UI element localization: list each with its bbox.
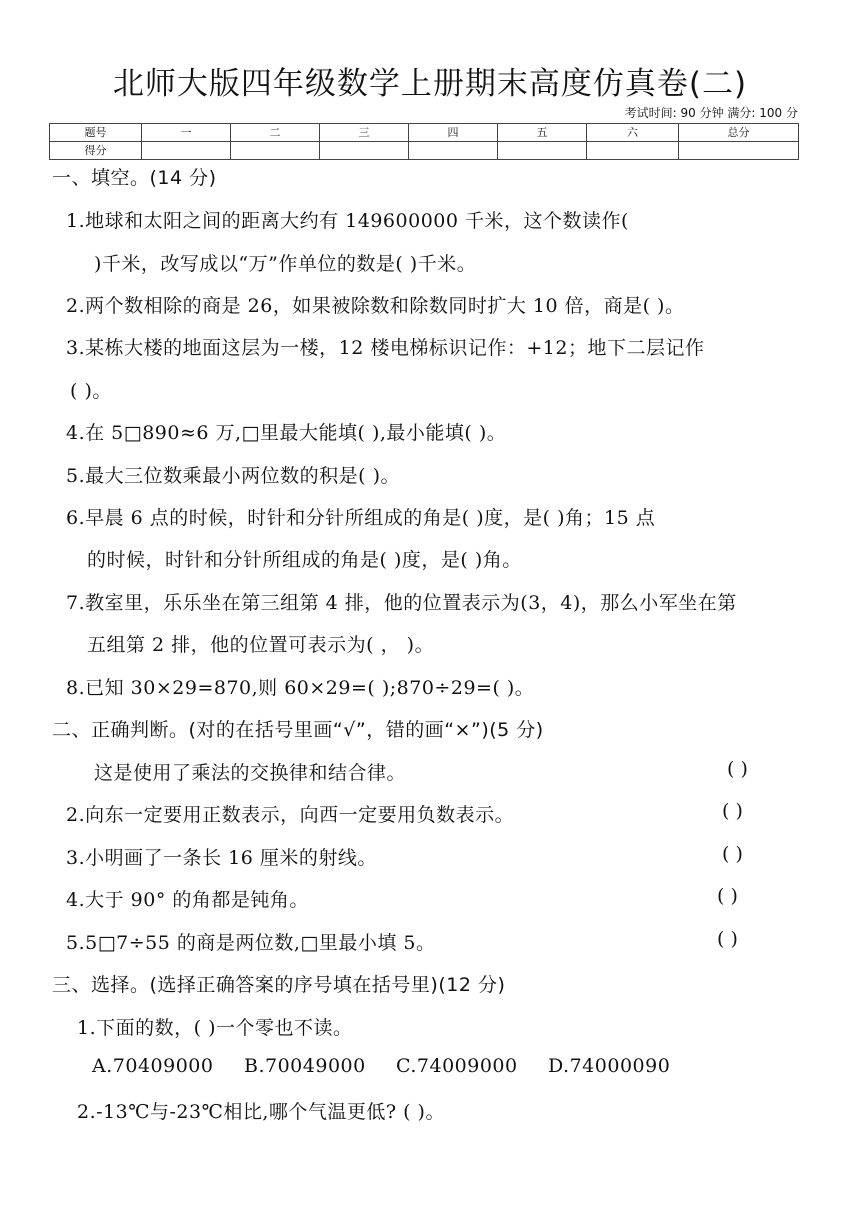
- score-input-cell[interactable]: [142, 142, 231, 160]
- judge-answer-paren-5[interactable]: ( ): [717, 928, 738, 950]
- question-7-line-1: 7.教室里，乐乐坐在第三组第 4 排，他的位置表示为(3，4)，那么小军坐在第: [66, 592, 737, 614]
- table-cell: 总分: [679, 124, 799, 142]
- question-2: 2.两个数相除的商是 26，如果被除数和除数同时扩大 10 倍，商是( )。: [66, 295, 685, 317]
- score-input-cell[interactable]: [231, 142, 320, 160]
- question-6-line-2: 的时候，时针和分针所组成的角是( )度，是( )角。: [87, 549, 522, 571]
- question-1-line-2: )千米，改写成以“万”作单位的数是( )千米。: [94, 253, 477, 275]
- score-input-cell[interactable]: [320, 142, 409, 160]
- choice-question-1: 1.下面的数，( )一个零也不读。: [77, 1017, 353, 1039]
- score-table: [49, 123, 799, 160]
- choice-option-d[interactable]: D.74000090: [548, 1055, 671, 1077]
- question-4: 4.在 5□890≈6 万,□里最大能填( ),最小能填( )。: [66, 422, 507, 444]
- section-heading-fill: 一、填空。(14 分): [52, 167, 217, 189]
- judge-answer-paren-1[interactable]: ( ): [727, 758, 748, 780]
- judge-item-1: 这是使用了乘法的交换律和结合律。: [94, 762, 407, 784]
- table-cell: 六: [587, 124, 679, 142]
- table-cell: 二: [231, 124, 320, 142]
- score-input-cell[interactable]: [587, 142, 679, 160]
- section-heading-judge: 二、正确判断。(对的在括号里画“√”，错的画“×”)(5 分): [52, 719, 544, 741]
- question-5: 5.最大三位数乘最小两位数的积是( )。: [66, 465, 400, 487]
- table-cell: 五: [498, 124, 587, 142]
- choice-option-b[interactable]: B.70049000: [244, 1055, 366, 1077]
- table-cell: 题号: [50, 124, 142, 142]
- question-6-line-1: 6.早晨 6 点的时候，时针和分针所组成的角是( )度，是( )角；15 点: [66, 507, 656, 529]
- score-input-cell[interactable]: [679, 142, 799, 160]
- judge-item-5: 5.5□7÷55 的商是两位数,□里最小填 5。: [66, 932, 436, 954]
- question-8: 8.已知 30×29=870,则 60×29=( );870÷29=( )。: [66, 677, 535, 699]
- judge-answer-paren-3[interactable]: ( ): [722, 843, 743, 865]
- judge-item-3: 3.小明画了一条长 16 厘米的射线。: [66, 847, 377, 869]
- table-cell: 三: [320, 124, 409, 142]
- choice-question-2: 2.-13℃与-23℃相比,哪个气温更低? ( )。: [77, 1101, 445, 1123]
- judge-item-2: 2.向东一定要用正数表示，向西一定要用负数表示。: [66, 804, 515, 826]
- judge-answer-paren-4[interactable]: ( ): [717, 885, 738, 907]
- judge-answer-paren-2[interactable]: ( ): [722, 800, 743, 822]
- choice-option-a[interactable]: A.70409000: [92, 1055, 214, 1077]
- table-cell: 得分: [50, 142, 142, 160]
- question-1-line-1: 1.地球和太阳之间的距离大约有 149600000 千米，这个数读作(: [66, 210, 629, 232]
- question-7-line-2: 五组第 2 排，他的位置可表示为( ， )。: [87, 634, 435, 656]
- exam-meta: 考试时间: 90 分钟 满分: 100 分: [624, 106, 798, 120]
- table-cell: 四: [409, 124, 498, 142]
- judge-item-4: 4.大于 90° 的角都是钝角。: [66, 889, 309, 911]
- question-3-line-1: 3.某栋大楼的地面这层为一楼，12 楼电梯标识记作：+12；地下二层记作: [66, 337, 705, 359]
- page-title: 北师大版四年级数学上册期末高度仿真卷(二): [112, 66, 748, 102]
- score-table-header-row: [50, 124, 799, 142]
- score-input-cell[interactable]: [498, 142, 587, 160]
- table-cell: 一: [142, 124, 231, 142]
- choice-option-c[interactable]: C.74009000: [396, 1055, 518, 1077]
- score-input-cell[interactable]: [409, 142, 498, 160]
- section-heading-choice: 三、选择。(选择正确答案的序号填在括号里)(12 分): [52, 974, 506, 996]
- score-table-score-row: [50, 142, 799, 160]
- question-3-line-2: ( )。: [70, 380, 112, 402]
